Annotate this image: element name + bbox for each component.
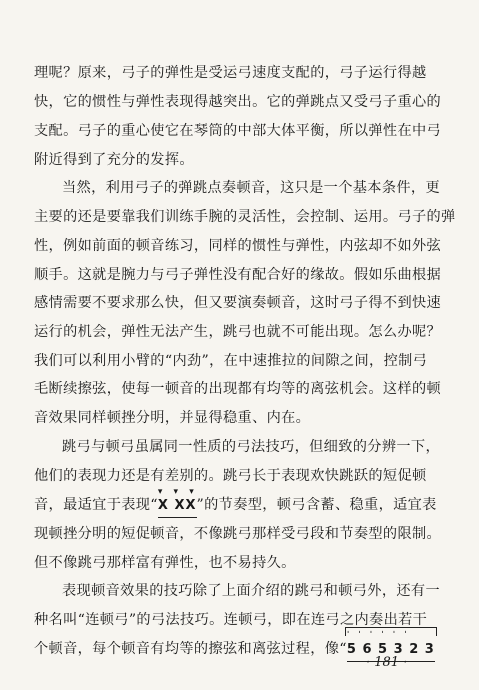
staccato-dots: ▾ ▾ ▾ — [157, 487, 198, 497]
sequence-text-before: 个顿音，每个顿音有均等的擦弦和离弦过程，像“ — [34, 641, 347, 657]
text-line: 他们的表现力还是有差别的。跳弓长于表现欢快跳跃的短促顿 — [34, 468, 427, 484]
text-line: 顺手。这就是腕力与弓子弹性没有配合好的缘故。假如乐曲根据 — [34, 267, 442, 283]
page-number: · 181 · — [366, 655, 408, 670]
beam-line — [158, 517, 197, 518]
text-line: 性，例如前面的顿音练习，同样的惯性与弹性，内弦却不如外弦 — [34, 238, 442, 254]
text-line: 毛断续擦弦，使每一顿音的出现都有均等的离弦机会。这样的顿 — [34, 381, 442, 397]
paragraph-first-line: 表现顿音效果的技巧除了上面介绍的跳弓和顿弓外，还有一 — [62, 583, 440, 599]
text-line: 快，它的惯性与弹性表现得越突出。它的弹跳点又受弓子重心的 — [34, 94, 442, 110]
text-line: 支配。弓子的重心使它在琴筒的中部大体平衡，所以弹性在中弓 — [34, 123, 442, 139]
book-page — [34, 0, 456, 690]
text-line: 附近得到了充分的发挥。 — [34, 152, 194, 168]
staccato-marks: ˈˈˈˈˈˈ — [346, 630, 416, 639]
text-line: 但不像跳弓那样富有弹性，也不易持久。 — [34, 555, 296, 571]
text-line: 感情需要不要求那么快，但又要演奏顿音，这时弓子得不到快速 — [34, 295, 442, 311]
text-line: 我们可以利用小臂的“内劲”，在中速推拉的间隙之间，控制弓 — [34, 353, 428, 369]
text-line: 现顿挫分明的短促顿音，不像跳弓那样受弓段和节奏型的限制。 — [34, 526, 442, 542]
rhythm-notation-text: X XX — [157, 498, 197, 513]
rhythm-text-line — [34, 487, 446, 514]
rhythm-notation — [157, 487, 198, 515]
text-line: 音效果同样顿挫分明，并显得稳重、内在。 — [34, 410, 311, 426]
rhythm-text-after: ”的节奏型，顿弓含蓄、稳重，适宜表 — [196, 497, 437, 513]
text-line: 运行的机会，弹性无法产生，跳弓也就不可能出现。怎么办呢？ — [34, 324, 442, 340]
text-line: 主要的还是要靠我们训练手腕的灵活性，会控制、运用。弓子的弹 — [34, 209, 456, 225]
paragraph-first-line: 当然，利用弓子的弹跳点奏顿音，这只是一个基本条件，更 — [62, 180, 440, 196]
sequence-notation-text: 5 6 5 3 2 3 — [346, 642, 435, 657]
text-line: 种名叫“连顿弓”的弓法技巧。连顿弓，即在连弓之内奏出若干 — [34, 612, 428, 628]
paragraph-first-line: 跳弓与顿弓虽属同一性质的弓法技巧，但细致的分辨一下， — [62, 439, 440, 455]
rhythm-text-before: 音，最适宜于表现“ — [34, 497, 158, 513]
text-line: 理呢？原来，弓子的弹性是受运弓速度支配的，弓子运行得越 — [34, 65, 427, 81]
